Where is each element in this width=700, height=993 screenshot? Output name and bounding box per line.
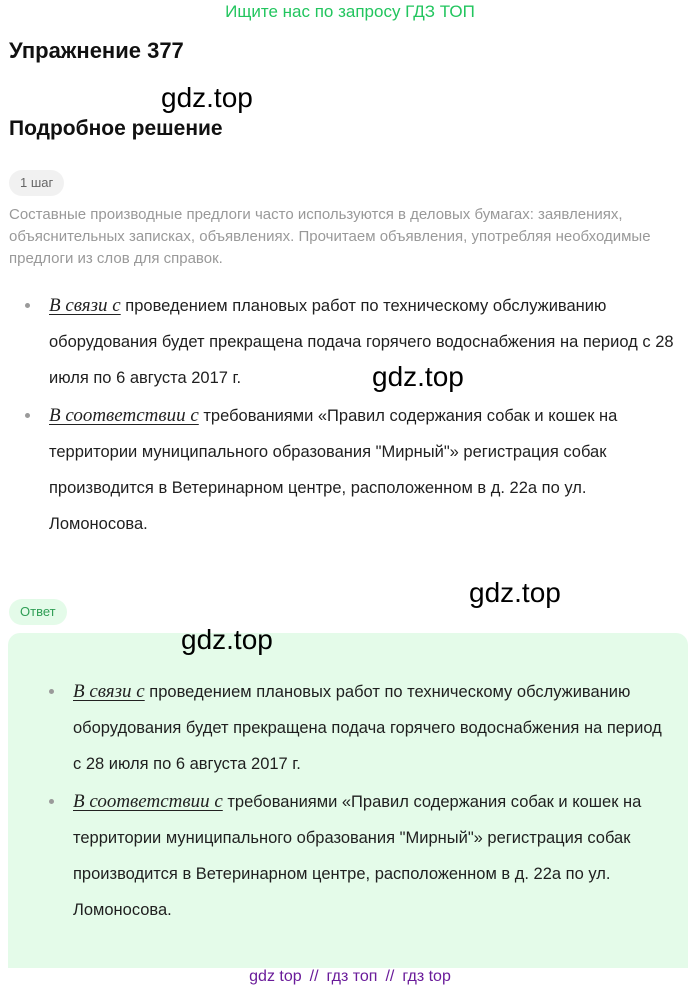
preposition: В соответствии с	[73, 791, 223, 812]
footer-link[interactable]: гдз top	[402, 968, 451, 985]
watermark: gdz.top	[181, 624, 273, 655]
list-item	[49, 288, 689, 396]
answer-list	[73, 674, 673, 930]
preposition: В связи с	[49, 295, 121, 316]
footer-separator: //	[385, 968, 395, 985]
bullet-icon	[25, 413, 30, 418]
list-item	[73, 784, 673, 928]
bullet-icon	[25, 303, 30, 308]
footer-separator: //	[309, 968, 319, 985]
footer-link[interactable]: gdz top	[249, 968, 302, 985]
list-item	[49, 398, 689, 542]
preposition: В связи с	[73, 681, 145, 702]
answer-badge: Ответ	[9, 599, 67, 625]
step-badge: 1 шаг	[9, 170, 64, 196]
section-title: Подробное решение	[9, 117, 223, 140]
sentence-text: проведением плановых работ по техническому обслуживанию оборудования будет прекращена подача горячего водоснабжения на период с 28 июля по 6 августа 2017 г.	[49, 297, 674, 387]
solution-list	[49, 288, 689, 544]
page-title: Упражнение 377	[9, 38, 184, 63]
watermark: gdz.top	[161, 82, 253, 113]
footer-link[interactable]: гдз топ	[326, 968, 378, 985]
search-banner: Ищите нас по запросу ГДЗ ТОП	[225, 2, 475, 21]
footer	[0, 968, 700, 986]
watermark: gdz.top	[372, 361, 464, 392]
preposition: В соответствии с	[49, 405, 199, 426]
sentence-text: требованиями «Правил содержания собак и кошек на территории муниципального образования "Мирный"» регистрация собак производится в Ветеринарном центре, расположенном в д. 22а по ул. Ломоносова.	[49, 407, 618, 533]
intro-text: Составные производные предлоги часто используются в деловых бумагах: заявлениях, объяснительных записках, объявлениях. Прочитаем объявления, употребляя необходимые предлоги из слов для справок.	[9, 206, 651, 267]
sentence-text: проведением плановых работ по техническому обслуживанию оборудования будет прекращена подача горячего водоснабжения на период с 28 июля по 6 августа 2017 г.	[73, 683, 662, 773]
sentence-text: требованиями «Правил содержания собак и кошек на территории муниципального образования "Мирный"» регистрация собак производится в Ветеринарном центре, расположенном в д. 22а по ул. Ломоносова.	[73, 793, 642, 919]
bullet-icon	[49, 799, 54, 804]
watermark: gdz.top	[469, 577, 561, 608]
bullet-icon	[49, 689, 54, 694]
list-item	[73, 674, 673, 782]
